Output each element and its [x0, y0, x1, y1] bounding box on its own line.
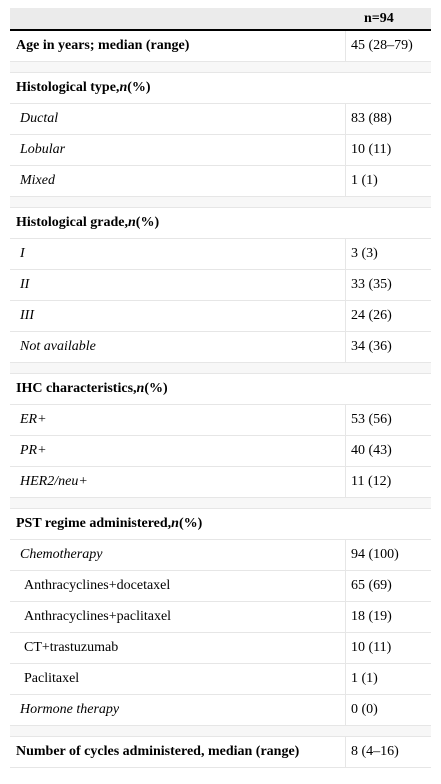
table-row	[10, 405, 431, 436]
row-value: 40 (43)	[351, 443, 392, 458]
spacer-cell	[10, 726, 346, 736]
row-label: Paclitaxel	[10, 664, 346, 694]
row-value: 3 (3)	[351, 246, 378, 261]
row-value: 34 (36)	[351, 339, 392, 354]
table-row	[10, 332, 431, 363]
spacer-cell	[10, 62, 346, 72]
section-label: Histological type,	[16, 80, 120, 95]
row-value: 53 (56)	[351, 412, 392, 427]
table-row	[10, 166, 431, 197]
section-header-cell	[10, 73, 431, 103]
row-value: 0 (0)	[351, 702, 378, 717]
section-percent-symbol: (%)	[135, 215, 160, 230]
section-header-row	[10, 374, 431, 405]
row-label: Anthracyclines+paclitaxel	[10, 602, 346, 632]
row-value: 1 (1)	[351, 671, 378, 686]
table-row	[10, 695, 431, 726]
table-row	[10, 270, 431, 301]
row-label: Age in years; median (range)	[10, 31, 346, 61]
spacer-row	[10, 62, 431, 73]
row-label: Lobular	[10, 135, 346, 165]
section-n-symbol: n	[128, 215, 136, 230]
row-value: 1 (1)	[351, 173, 378, 188]
row-label: Hormone therapy	[10, 695, 346, 725]
row-value: 45 (28–79)	[351, 38, 413, 53]
row-value: 18 (19)	[351, 609, 392, 624]
table-row	[10, 602, 431, 633]
row-value: 33 (35)	[351, 277, 392, 292]
row-value: 8 (4–16)	[351, 744, 399, 759]
table-row	[10, 135, 431, 166]
row-label: Ductal	[10, 104, 346, 134]
table-header-row	[10, 8, 431, 31]
section-label: Histological grade,	[16, 215, 128, 230]
table-row	[10, 31, 431, 62]
section-label: PST regime administered,	[16, 516, 172, 531]
spacer-row	[10, 197, 431, 208]
row-label: II	[10, 270, 346, 300]
section-percent-symbol: (%)	[178, 516, 203, 531]
row-label: Not available	[10, 332, 346, 362]
table-row	[10, 301, 431, 332]
characteristics-table	[10, 8, 431, 768]
section-percent-symbol: (%)	[127, 80, 151, 95]
row-value: 10 (11)	[351, 640, 392, 655]
row-label: PR+	[10, 436, 346, 466]
spacer-cell	[10, 498, 346, 508]
section-header-row	[10, 73, 431, 104]
header-n-total: n=94	[364, 10, 394, 26]
spacer-cell	[10, 197, 346, 207]
row-label: ER+	[10, 405, 346, 435]
section-header-cell	[10, 509, 431, 539]
row-label: III	[10, 301, 346, 331]
table-row	[10, 664, 431, 695]
row-value: 10 (11)	[351, 142, 392, 157]
section-header-row	[10, 208, 431, 239]
table-body	[10, 31, 431, 768]
table-row	[10, 104, 431, 135]
section-n-symbol: n	[136, 381, 145, 396]
section-header-cell	[10, 374, 431, 404]
spacer-row	[10, 363, 431, 374]
row-value: 24 (26)	[351, 308, 392, 323]
row-label: HER2/neu+	[10, 467, 346, 497]
table-row	[10, 571, 431, 602]
table-row	[10, 239, 431, 270]
table-row	[10, 633, 431, 664]
spacer-row	[10, 498, 431, 509]
section-label: IHC characteristics,	[16, 381, 137, 396]
table-row	[10, 467, 431, 498]
row-label: Mixed	[10, 166, 346, 196]
row-label: CT+trastuzumab	[10, 633, 346, 663]
section-n-symbol: n	[119, 80, 128, 95]
section-header-row	[10, 509, 431, 540]
row-label: Number of cycles administered, median (range)	[10, 737, 346, 767]
row-value: 94 (100)	[351, 547, 399, 562]
table-row	[10, 540, 431, 571]
row-value: 11 (12)	[351, 474, 392, 489]
row-value: 83 (88)	[351, 111, 392, 126]
row-label: Anthracyclines+docetaxel	[10, 571, 346, 601]
header-empty-cell	[10, 8, 346, 29]
section-n-symbol: n	[171, 516, 179, 531]
table-row	[10, 737, 431, 768]
row-value: 65 (69)	[351, 578, 392, 593]
section-header-cell	[10, 208, 431, 238]
spacer-cell	[10, 363, 346, 373]
table-row	[10, 436, 431, 467]
spacer-row	[10, 726, 431, 737]
section-percent-symbol: (%)	[144, 381, 168, 396]
row-label: Chemotherapy	[10, 540, 346, 570]
row-label: I	[10, 239, 346, 269]
